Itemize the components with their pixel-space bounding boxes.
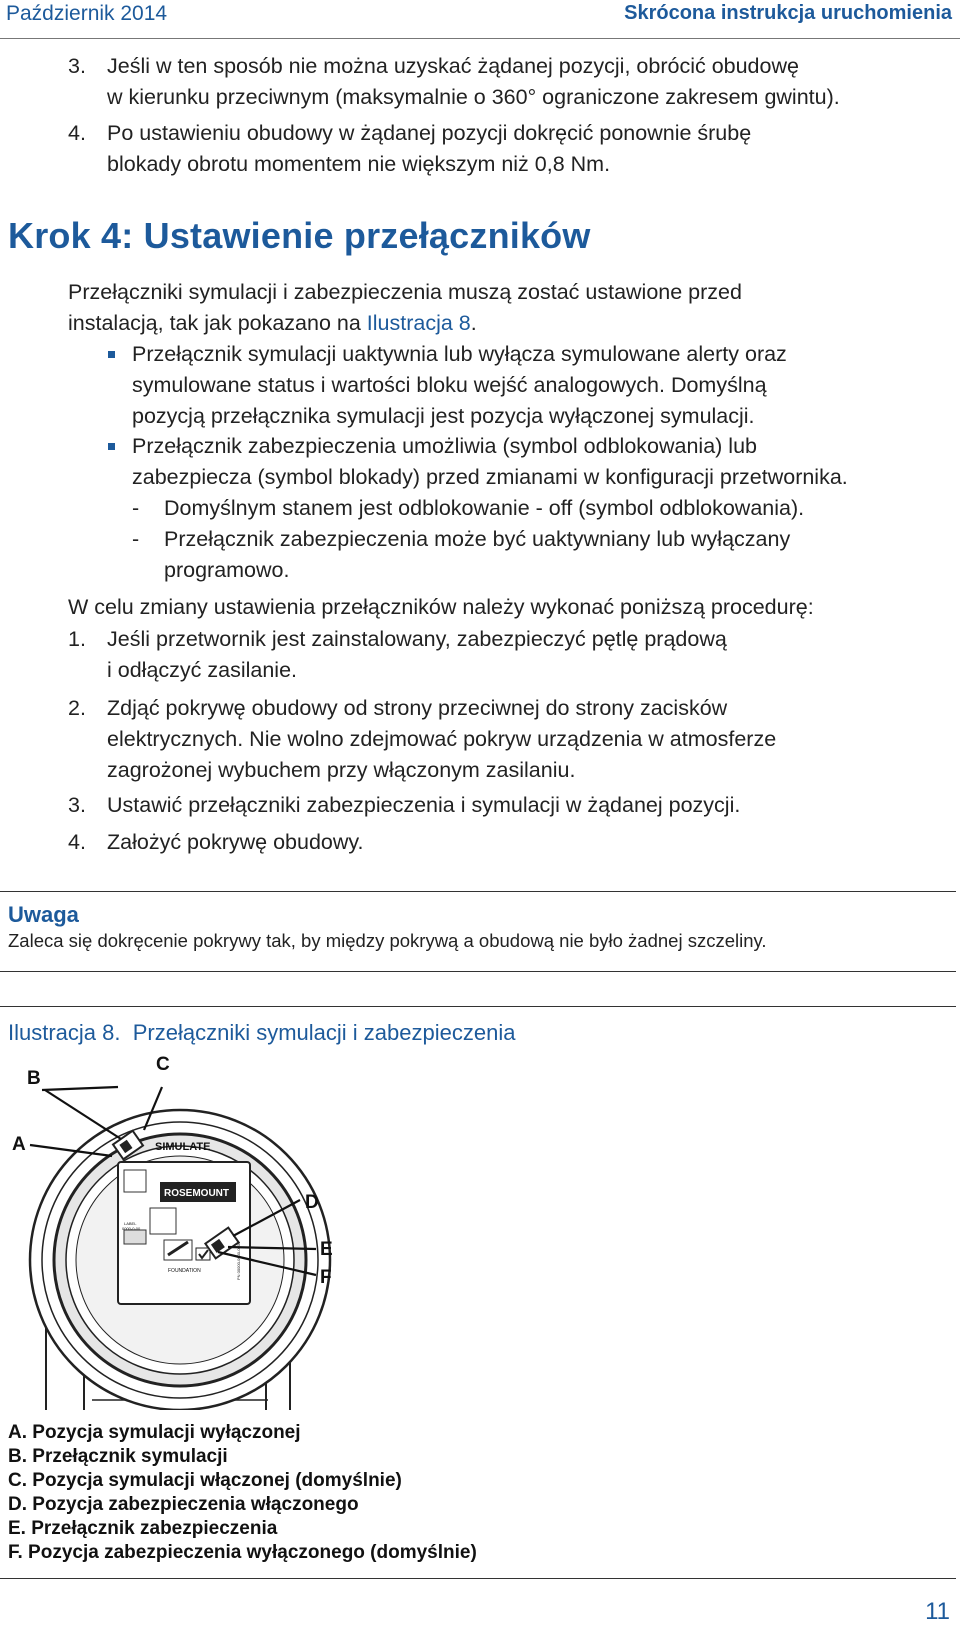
step-2-number: 2.	[68, 696, 86, 720]
callout-b: B	[27, 1068, 41, 1089]
bullet2-line2: zabezpiecza (symbol blokady) przed zmianami w konfiguracji przetwornika.	[132, 465, 848, 489]
brand-label: ROSEMOUNT	[164, 1188, 229, 1199]
intro-step-4-number: 4.	[68, 121, 86, 145]
step-2-line2: elektrycznych. Nie wolno zdejmować pokryw urządzenia w atmosferze	[107, 727, 777, 751]
header-date: Październik 2014	[6, 2, 168, 25]
figure-number: Ilustracja 8.	[8, 1020, 121, 1045]
legend-item-e: E. Przełącznik zabezpieczenia	[8, 1518, 278, 1539]
label-code: 0000-0-00	[122, 1226, 141, 1231]
figure-bottom-rule	[0, 1578, 956, 1579]
section-heading: Krok 4: Ustawienie przełączników	[8, 215, 591, 256]
intro-step-3-line2: w kierunku przeciwnym (maksymalnie o 360° ograniczone zakresem gwintu).	[107, 85, 840, 109]
callout-c: C	[156, 1054, 170, 1075]
step-4-line1: Założyć pokrywę obudowy.	[107, 830, 364, 854]
callout-f: F	[320, 1267, 332, 1288]
legend-item-b: B. Przełącznik symulacji	[8, 1446, 228, 1467]
legend-item-d: D. Pozycja zabezpieczenia włączonego	[8, 1494, 359, 1515]
step-2-line3: zagrożonej wybuchem przy włączonym zasilaniu.	[107, 758, 576, 782]
intro-step-3-line1: Jeśli w ten sposób nie można uzyskać żądanej pozycji, obrócić obudowę	[107, 54, 799, 78]
step-1-line1: Jeśli przetwornik jest zainstalowany, zabezpieczyć pętlę prądową	[107, 627, 727, 651]
intro-paragraph-line1: Przełączniki symulacji i zabezpieczenia muszą zostać ustawione przed	[68, 280, 742, 304]
note-text: Zaleca się dokręcenie pokrywy tak, by między pokrywą a obudową nie było żadnej szczeliny.	[8, 930, 767, 951]
figure-caption	[8, 1020, 515, 1046]
intro-step-4-line2: blokady obrotu momentem nie większym niż 0,8 Nm.	[107, 152, 611, 176]
page-number: 11	[925, 1598, 950, 1625]
callout-e: E	[320, 1239, 333, 1260]
callout-a: A	[12, 1134, 26, 1155]
bullet-marker	[108, 351, 115, 358]
foundation-label: FOUNDATION	[168, 1268, 201, 1274]
legend-item-f: F. Pozycja zabezpieczenia wyłączonego (domyślnie)	[8, 1542, 477, 1563]
intro-paragraph-text: instalacją, tak jak pokazano na	[68, 311, 367, 335]
step-4-number: 4.	[68, 830, 86, 854]
simulate-label: SIMULATE	[155, 1141, 211, 1153]
dash-marker: -	[132, 496, 140, 520]
step-2-line1: Zdjąć pokrywę obudowy od strony przeciwnej do strony zacisków	[107, 696, 728, 720]
bullet2-line1: Przełącznik zabezpieczenia umożliwia (symbol odblokowania) lub	[132, 434, 757, 458]
transmitter-illustration	[0, 1050, 500, 1410]
note-title: Uwaga	[8, 902, 79, 927]
figure-top-rule	[0, 1006, 956, 1007]
step-1-number: 1.	[68, 627, 86, 651]
procedure-intro: W celu zmiany ustawienia przełączników należy wykonać poniższą procedurę:	[68, 595, 814, 619]
intro-paragraph-line2	[68, 308, 477, 339]
note-bottom-rule	[0, 971, 956, 972]
legend-item-c: C. Pozycja symulacji włączonej (domyślnie)	[8, 1470, 402, 1491]
dash2-line1: Przełącznik zabezpieczenia może być uaktywniany lub wyłączany	[164, 527, 791, 551]
step-3-number: 3.	[68, 793, 86, 817]
part-number: PN 00000-0000-0000	[236, 1241, 241, 1280]
bullet1-line3: pozycją przełącznika symulacji jest pozycja wyłączonej symulacji.	[132, 404, 755, 428]
figure-title: Przełączniki symulacji i zabezpieczenia	[132, 1020, 516, 1045]
header-divider	[0, 38, 960, 39]
figure-link[interactable]: Ilustracja 8	[366, 311, 471, 335]
label-text: LABEL	[124, 1221, 137, 1226]
intro-step-3-number: 3.	[68, 54, 86, 78]
note-top-rule	[0, 891, 956, 892]
dash-marker: -	[132, 527, 140, 551]
callout-d: D	[305, 1192, 319, 1213]
dash2-line2: programowo.	[164, 558, 290, 582]
bullet1-line2: symulowane status i wartości bloku wejść analogowych. Domyślną	[132, 373, 767, 397]
intro-paragraph-end: .	[470, 311, 477, 335]
legend-item-a: A. Pozycja symulacji wyłączonej	[8, 1422, 301, 1443]
intro-step-4-line1: Po ustawieniu obudowy w żądanej pozycji dokręcić ponownie śrubę	[107, 121, 752, 145]
step-1-line2: i odłączyć zasilanie.	[107, 658, 298, 682]
bullet-marker	[108, 443, 115, 450]
bullet1-line1: Przełącznik symulacji uaktywnia lub wyłącza symulowane alerty oraz	[132, 342, 787, 366]
dash1-text: Domyślnym stanem jest odblokowanie - off (symbol odblokowania).	[164, 496, 805, 520]
step-3-line1: Ustawić przełączniki zabezpieczenia i symulacji w żądanej pozycji.	[107, 793, 741, 817]
header-doc-title: Skrócona instrukcja uruchomienia	[624, 2, 952, 24]
